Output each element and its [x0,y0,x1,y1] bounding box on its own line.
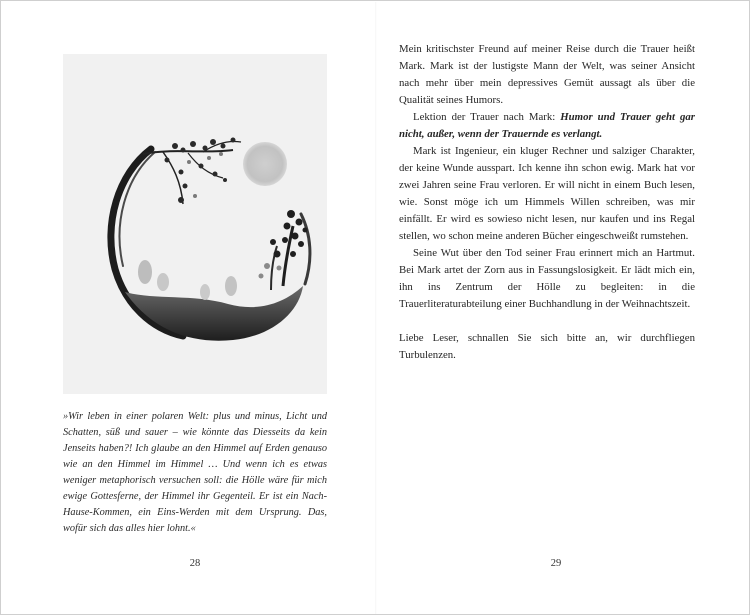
paragraph-2 [399,109,695,143]
ink-drawing [63,54,327,394]
paragraph-5: Liebe Leser, schnallen Sie sich bitte an, wir durchfliegen Turbulenzen. [399,332,695,361]
right-page [376,1,750,614]
paragraph-2-emphasis: Humor und Trauer geht gar nicht, außer, wenn der Trauernde es verlangt. [399,111,696,140]
page-number-left: 28 [189,558,201,569]
paragraph-3: Mark ist Ingenieur, ein kluger Rechner und salziger Charakter, der keine Wunde ausspart. Ich kenne ihn schon ewig. Mark hat vor zwei Jahren seine Frau verloren. Er will nicht in einem Buch lesen, wie. Sonst möge ich um Himmels Willen schreiben, was mir einfällt. Er wird es sowieso nicht lesen, nur kaufen und ins Regal stellen, wo schon meine anderen Bücher eingeschweißt rumstehen. [399,145,695,242]
left-page [1,1,376,614]
ink-ground [125,286,303,341]
paragraph-1: Mein kritischster Freund auf meiner Reise durch die Trauer heißt Mark. Mark ist der lustigste Mann der Welt, was seiner Ansicht nach mehr über mein depressives Gemüt aussagt als über die Qualität seines Humors. [399,43,695,106]
paragraph-2-prefix: Lektion der Trauer nach Mark: [413,111,561,123]
quote-text: »Wir leben in einer polaren Welt: plus und minus, Licht und Schatten, süß und sauer – wie könnte das Diesseits da kein Jenseits haben?! Ich glaube an den Himmel auf Erden genauso wie an den Himmel im Himmel … Und wenn ich es etwas weniger metaphorisch versuchen soll: die Hölle wäre für mich ewige Gottesferne, der Himmel ihr Gegenteil. Er ist ein Nach-Hause-Kommen, ein Eins-Werden mit dem Ursprung. Das, wofür sich das alles hier lohnt.« [63,411,327,534]
quote-block [63,409,327,537]
moon-shape [243,142,287,186]
ink-circle-illustration [63,54,327,394]
body-text [399,41,695,364]
page-number-right: 29 [550,558,562,569]
paragraph-4: Seine Wut über den Tod seiner Frau erinnert mich an Hartmut. Bei Mark artet der Zorn aus in Fassungslosigkeit. Er lädt mich ein, ihn ins Zentrum der Hölle zu begleiten: in die Trauerliteraturabteilung einer Buchhandlung in der Weihnachtszeit. [399,247,695,310]
